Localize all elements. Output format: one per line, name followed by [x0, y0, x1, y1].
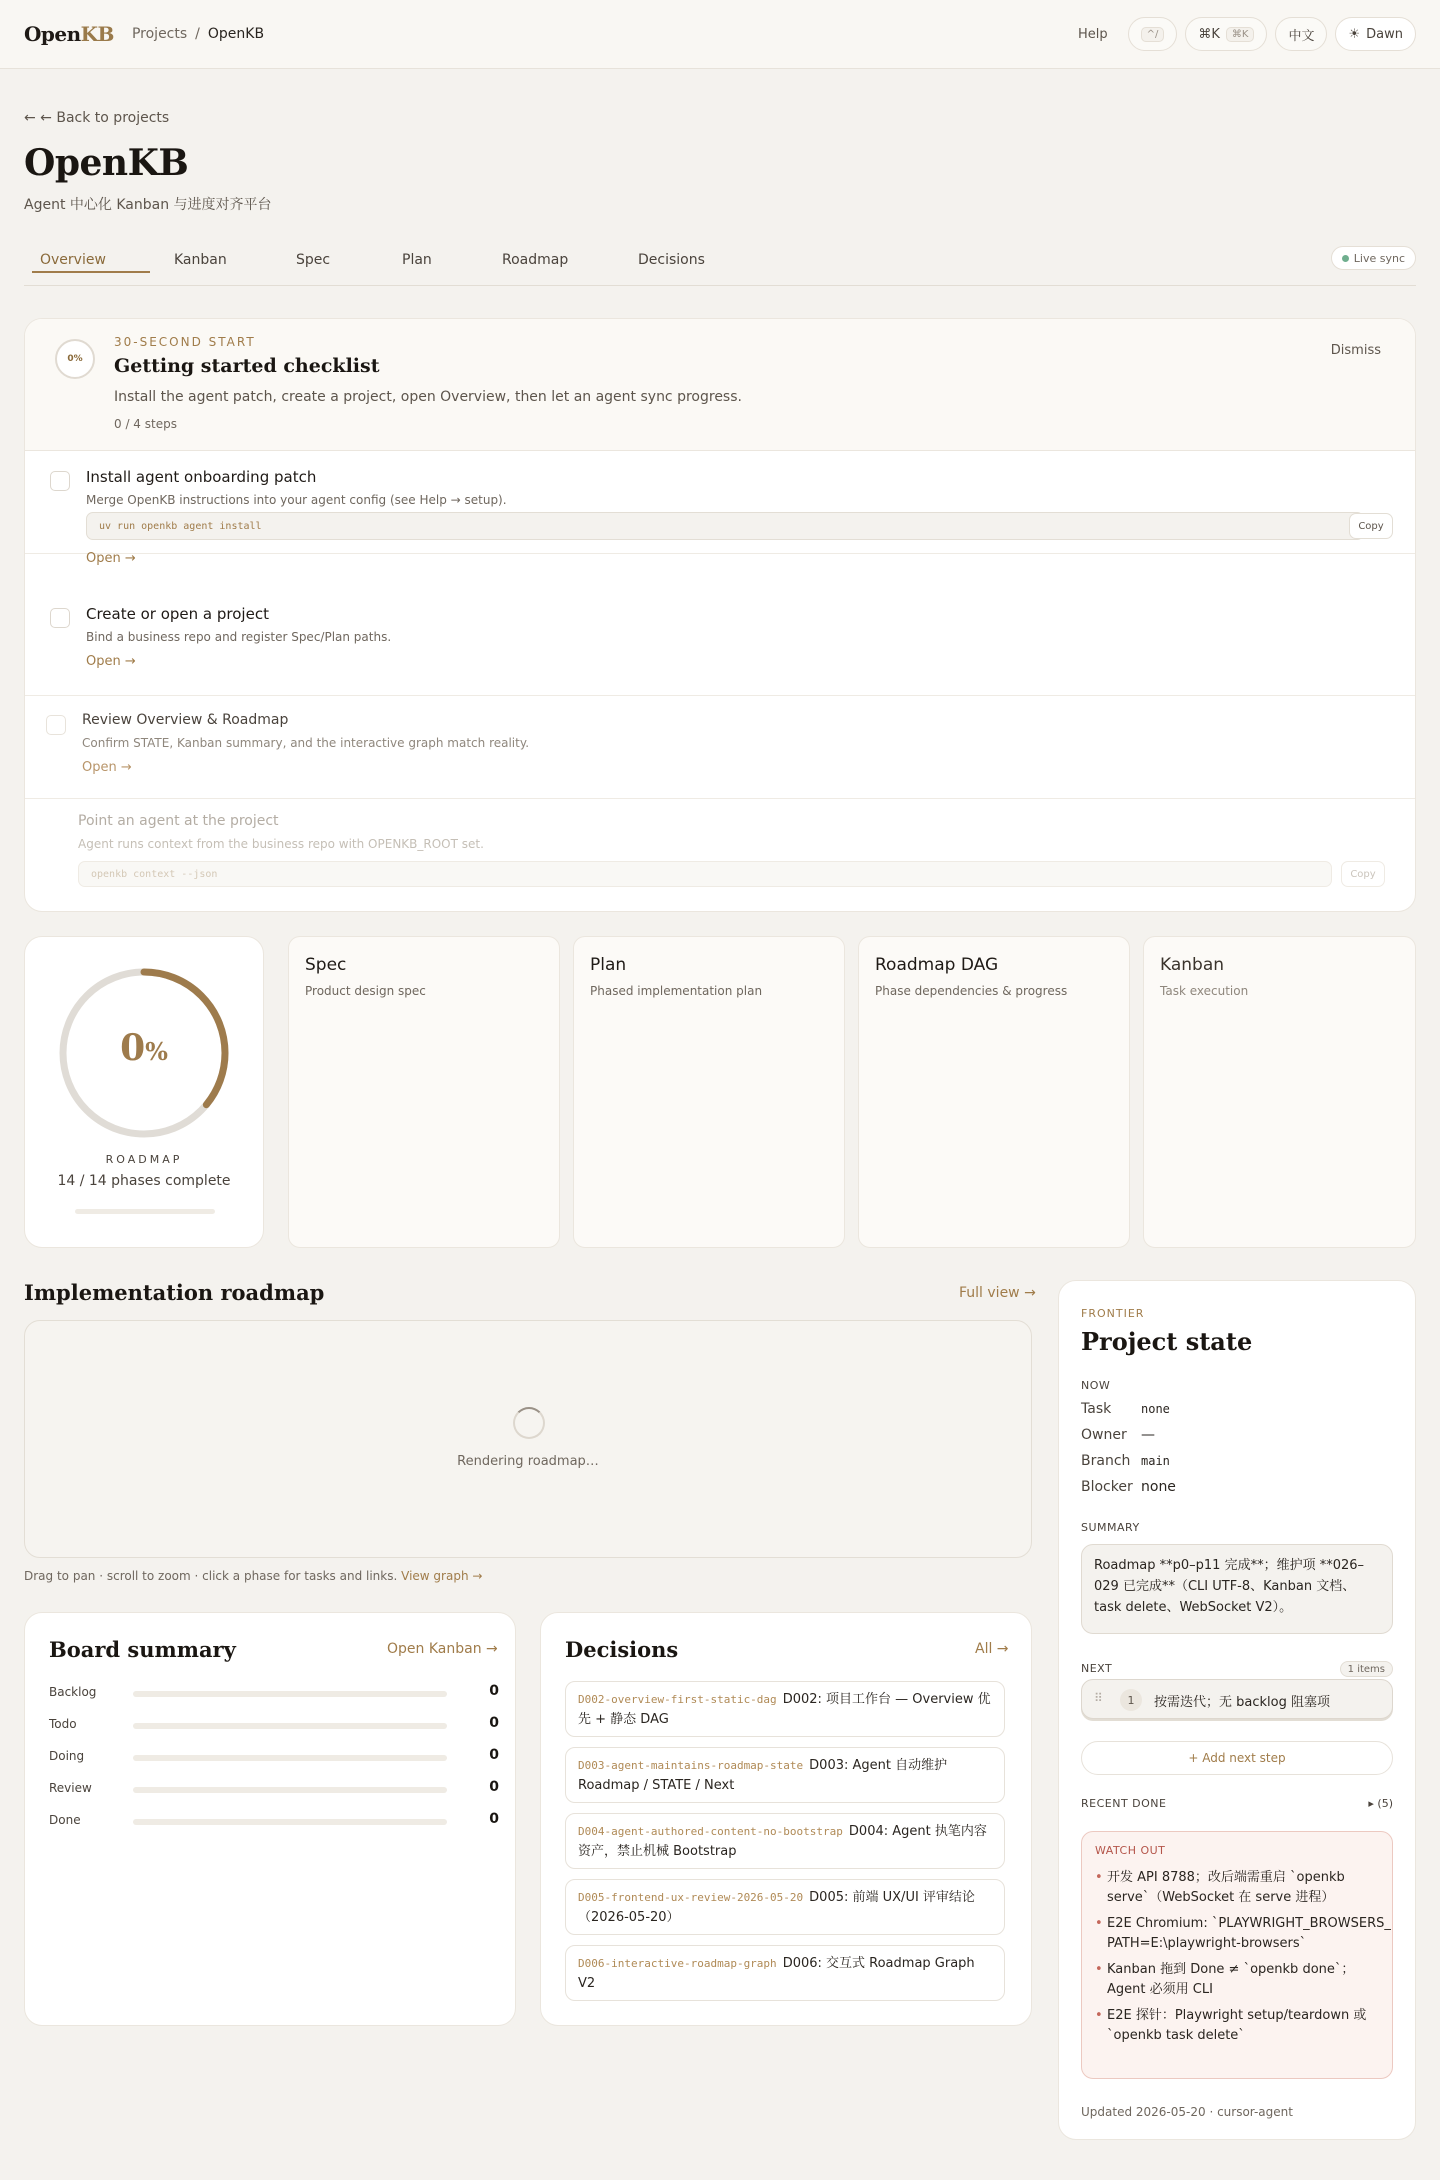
- board-summary-title: Board summary: [49, 1637, 236, 1662]
- board-row-value: 0: [489, 1683, 499, 1699]
- card-subtitle: Phased implementation plan: [590, 984, 763, 998]
- checklist-step-count: 0 / 4 steps: [114, 417, 177, 431]
- graph-hint: Drag to pan · scroll to zoom · click a phase for tasks and links. View graph →: [24, 1569, 483, 1583]
- board-row-label: Review: [49, 1781, 92, 1795]
- decision-text: D006: 交互式 Roadmap Graph V2: [578, 1956, 975, 1991]
- watch-item: • 开发 API 8788；改后端需重启 `openkb serve`（WebSocket 在 serve 进程）: [1095, 1868, 1391, 1908]
- recent-done-toggle[interactable]: ▸ (5): [1368, 1797, 1393, 1810]
- board-row-value: 0: [489, 1779, 499, 1795]
- step-title: Create or open a project: [86, 605, 269, 623]
- view-graph-link[interactable]: View graph →: [401, 1569, 483, 1583]
- now-label: NOW: [1081, 1379, 1111, 1392]
- board-row-done: [49, 1811, 499, 1831]
- updated-timestamp: Updated 2026-05-20 · cursor-agent: [1081, 2105, 1293, 2119]
- board-row-backlog: [49, 1683, 499, 1703]
- step-checkbox[interactable]: [46, 715, 66, 735]
- dismiss-button[interactable]: Dismiss: [1330, 343, 1381, 358]
- page-title: OpenKB: [24, 142, 189, 184]
- board-row-track: [133, 1819, 447, 1825]
- checklist-description: Install the agent patch, create a project, open Overview, then let an agent sync progress.: [114, 389, 742, 405]
- roadmap-title: Implementation roadmap: [24, 1280, 325, 1305]
- step-checkbox[interactable]: [50, 608, 70, 628]
- board-row-label: Backlog: [49, 1685, 97, 1699]
- board-row-track: [133, 1691, 447, 1697]
- decision-id: D004-agent-authored-content-no-bootstrap: [578, 1825, 843, 1838]
- copy-button[interactable]: Copy: [1341, 861, 1385, 887]
- step-checkbox[interactable]: [50, 471, 70, 491]
- command-palette-button[interactable]: [1185, 17, 1267, 51]
- progress-bar-track: [75, 1209, 215, 1214]
- progress-percent: 0%: [120, 1027, 168, 1069]
- command-label: ⌘K: [1198, 26, 1220, 42]
- step-description: Bind a business repo and register Spec/Plan paths.: [86, 630, 392, 644]
- blocker-value: none: [1141, 1479, 1176, 1495]
- watch-item: • Kanban 拖到 Done ≠ `openkb done`；Agent 必须用 CLI: [1095, 1960, 1391, 2000]
- theme-label: Dawn: [1366, 26, 1403, 42]
- board-row-review: [49, 1779, 499, 1799]
- theme-toggle[interactable]: [1335, 17, 1416, 51]
- decision-item[interactable]: [565, 1813, 1005, 1869]
- help-link[interactable]: Help: [1077, 26, 1108, 42]
- step-number: 1: [1120, 1689, 1142, 1711]
- open-kanban-link[interactable]: Open Kanban →: [387, 1641, 498, 1657]
- step-description: Confirm STATE, Kanban summary, and the interactive graph match reality.: [82, 736, 530, 750]
- card-subtitle: Task execution: [1160, 984, 1249, 998]
- card-title: Kanban: [1160, 955, 1225, 975]
- step-open-link[interactable]: Open →: [86, 654, 136, 669]
- card-title: Roadmap DAG: [875, 955, 999, 975]
- rendering-status: Rendering roadmap…: [457, 1454, 599, 1469]
- step-open-link[interactable]: Open →: [86, 551, 136, 566]
- install-command[interactable]: uv run openkb agent install: [86, 512, 1364, 540]
- checklist-title: Getting started checklist: [114, 355, 380, 377]
- drag-handle-icon[interactable]: ⠿: [1094, 1691, 1101, 1705]
- active-tab-indicator: [32, 271, 150, 273]
- step-title: Point an agent at the project: [78, 813, 279, 829]
- decision-text: D004: Agent 执笔内容资产，禁止机械 Bootstrap: [578, 1824, 987, 1859]
- spec-card[interactable]: [288, 936, 560, 1248]
- roadmap-graph[interactable]: [24, 1320, 1032, 1558]
- roadmap-dag-card[interactable]: [858, 936, 1130, 1248]
- tab-roadmap[interactable]: Roadmap: [502, 252, 569, 268]
- copy-button[interactable]: Copy: [1349, 513, 1393, 539]
- checklist-step: [25, 592, 1415, 696]
- card-title: Spec: [305, 955, 347, 975]
- page-subtitle: Agent 中心化 Kanban 与进度对齐平台: [24, 197, 272, 213]
- checklist-progress-ring: 0%: [55, 339, 95, 379]
- project-state-panel: [1058, 1280, 1416, 2140]
- kanban-card[interactable]: [1143, 936, 1416, 1248]
- sun-icon: ☀: [1348, 26, 1361, 42]
- progress-label: ROADMAP: [105, 1153, 183, 1166]
- step-description: Merge OpenKB instructions into your agent config (see Help → setup).: [86, 493, 507, 507]
- decision-text: D003: Agent 自动维护 Roadmap / STATE / Next: [578, 1758, 948, 1793]
- checklist-step: [25, 451, 1415, 566]
- checklist-eyebrow: 30-SECOND START: [114, 335, 256, 349]
- recent-done-label: RECENT DONE: [1081, 1797, 1167, 1810]
- breadcrumb-projects[interactable]: Projects: [131, 26, 188, 42]
- watch-out-list: [1095, 1868, 1391, 2052]
- task-value: none: [1141, 1402, 1170, 1416]
- breadcrumb-separator: /: [195, 26, 200, 42]
- back-to-projects-link[interactable]: ← ← Back to projects: [24, 110, 170, 126]
- step-open-link[interactable]: Open →: [82, 760, 132, 775]
- decision-id: D005-frontend-ux-review-2026-05-20: [578, 1891, 804, 1904]
- board-row-track: [133, 1723, 447, 1729]
- board-row-track: [133, 1787, 447, 1793]
- decision-text: D002: 项目工作台 — Overview 优先 + 静态 DAG: [578, 1692, 991, 1727]
- branch-value: main: [1141, 1454, 1170, 1468]
- top-bar: [0, 0, 1440, 69]
- tab-bar: [24, 244, 1416, 286]
- checklist-step: [25, 799, 1415, 912]
- next-step-item[interactable]: [1081, 1679, 1393, 1719]
- tab-decisions[interactable]: Decisions: [638, 252, 705, 268]
- board-row-label: Todo: [49, 1717, 77, 1731]
- watch-item: • E2E Chromium: `PLAYWRIGHT_BROWSERS_PATH=E:\playwright-browsers`: [1095, 1914, 1391, 1954]
- watch-out-box: [1081, 1831, 1393, 2079]
- brand-logo[interactable]: OpenKB: [24, 22, 114, 46]
- decision-item[interactable]: [565, 1747, 1005, 1803]
- all-decisions-link[interactable]: All →: [975, 1641, 1009, 1657]
- context-command[interactable]: openkb context --json: [78, 861, 1332, 887]
- shortcut-kbd: ^/: [1141, 27, 1165, 42]
- live-sync-badge: Live sync: [1331, 246, 1416, 270]
- plan-card[interactable]: [573, 936, 845, 1248]
- full-view-link[interactable]: Full view →: [959, 1285, 1036, 1301]
- tab-plan[interactable]: Plan: [402, 252, 432, 268]
- board-row-track: [133, 1755, 447, 1761]
- decisions-card: [540, 1612, 1032, 2026]
- board-row-label: Doing: [49, 1749, 85, 1763]
- watch-item: • E2E 探针：Playwright setup/teardown 或 `openkb task delete`: [1095, 2006, 1391, 2046]
- decision-item[interactable]: [565, 1945, 1005, 2001]
- next-step-text: 按需迭代；无 backlog 阻塞项: [1154, 1695, 1330, 1710]
- board-row-value: 0: [489, 1715, 499, 1731]
- decision-id: D006-interactive-roadmap-graph: [578, 1957, 777, 1970]
- step-description: Agent runs context from the business repo with OPENKB_ROOT set.: [78, 837, 484, 851]
- tab-spec[interactable]: Spec: [296, 252, 331, 268]
- board-row-doing: [49, 1747, 499, 1767]
- breadcrumb-current: OpenKB: [207, 26, 265, 42]
- summary-label: SUMMARY: [1081, 1521, 1140, 1534]
- getting-started-checklist: [24, 318, 1416, 912]
- board-row-value: 0: [489, 1811, 499, 1827]
- step-title: Review Overview & Roadmap: [82, 712, 289, 728]
- owner-value: —: [1141, 1427, 1155, 1443]
- project-state-title: Project state: [1081, 1327, 1253, 1356]
- shortcut-help-button[interactable]: [1128, 17, 1178, 51]
- board-row-value: 0: [489, 1747, 499, 1763]
- decision-id: D002-overview-first-static-dag: [578, 1693, 777, 1706]
- frontier-eyebrow: FRONTIER: [1081, 1307, 1145, 1320]
- step-title: Install agent onboarding patch: [86, 468, 317, 486]
- decision-item[interactable]: [565, 1681, 1005, 1737]
- board-summary-card: [24, 1612, 516, 2026]
- card-subtitle: Phase dependencies & progress: [875, 984, 1068, 998]
- next-label: NEXT: [1081, 1662, 1113, 1675]
- command-kbd: ⌘K: [1226, 27, 1255, 42]
- card-subtitle: Product design spec: [305, 984, 426, 998]
- checklist-header: [25, 319, 1415, 451]
- phases-complete: 14 / 14 phases complete: [57, 1173, 231, 1189]
- roadmap-progress-card: [24, 936, 264, 1248]
- loading-spinner-icon: [513, 1407, 545, 1439]
- watch-out-title: WATCH OUT: [1095, 1844, 1166, 1857]
- decision-item[interactable]: [565, 1879, 1005, 1935]
- task-row: Task none: [1081, 1401, 1170, 1417]
- summary-text: Roadmap **p0–p11 完成**；维护项 **026–029 已完成**（CLI UTF-8、Kanban 文档、task delete、WebSocket V2）。: [1081, 1544, 1393, 1634]
- tab-overview[interactable]: Overview: [40, 252, 106, 268]
- decision-id: D003-agent-maintains-roadmap-state: [578, 1759, 804, 1772]
- decision-text: D005: 前端 UX/UI 评审结论（2026-05-20）: [578, 1890, 975, 1925]
- breadcrumb: [132, 26, 264, 42]
- next-count-badge: 1 items: [1340, 1661, 1393, 1677]
- card-title: Plan: [590, 955, 627, 975]
- blocker-row: Blocker none: [1081, 1479, 1176, 1495]
- checklist-step: [25, 696, 1415, 799]
- branch-row: Branch main: [1081, 1453, 1170, 1469]
- owner-row: Owner —: [1081, 1427, 1155, 1443]
- decisions-title: Decisions: [565, 1637, 679, 1662]
- board-row-label: Done: [49, 1813, 81, 1827]
- board-row-todo: [49, 1715, 499, 1735]
- language-toggle[interactable]: 中文: [1275, 17, 1327, 51]
- add-next-step-button[interactable]: + Add next step: [1081, 1741, 1393, 1775]
- tab-kanban[interactable]: Kanban: [174, 252, 227, 268]
